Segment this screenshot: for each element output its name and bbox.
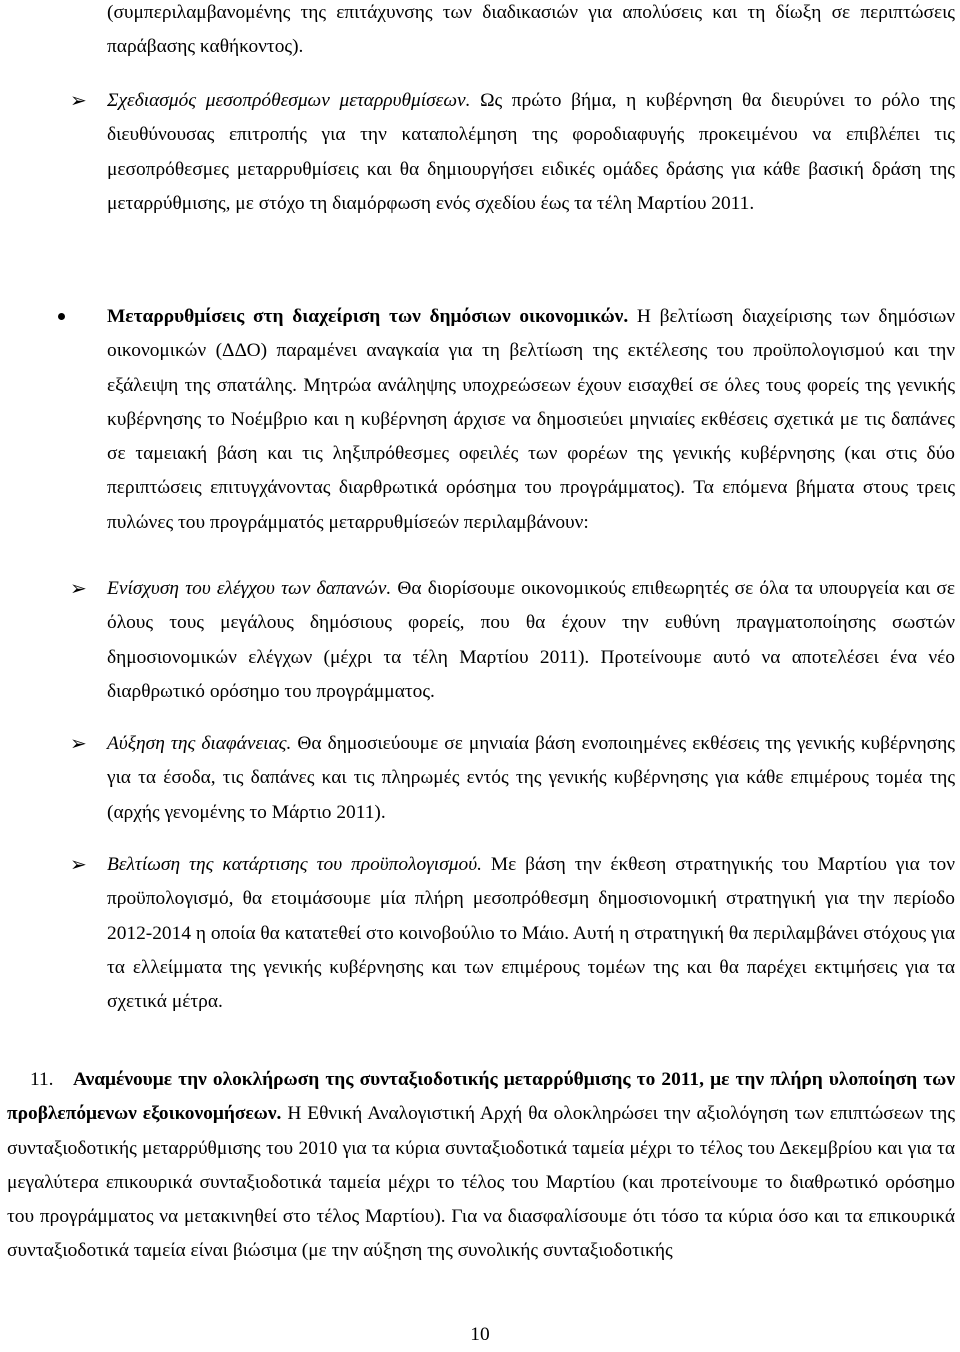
arrow-bullet-icon: ➢ (70, 576, 87, 600)
section-title: Μεταρρυθμίσεις στη διαχείριση των δημόσιων οικονομικών. (107, 306, 629, 327)
paragraph-text: (συμπεριλαμβανομένης της επιτάχυνσης των διαδικασιών για απολύσεις και τη δίωξη σε περιπτώσεις παράβασης καθήκοντος). (107, 2, 955, 58)
paragraph-number: 11. (30, 1069, 54, 1090)
section-title: Αύξηση της διαφάνειας. (107, 733, 292, 754)
bullet-dot-icon (58, 313, 65, 320)
section-body: Ως πρώτο βήμα, η κυβέρνηση θα διευρύνει το ρόλο της διευθύνουσας επιτροπής για την καταπολέμηση της φοροδιαφυγής προκειμένου να επιβλέπει τις μεσοπρόθεσμες μεταρρυθμίσεις και θα δημιουργήσει ειδικές ομάδες δράσης για κάθε βασική δράση της μεταρρύθμισης, με στόχο τη διαμόρφωση ενός σχεδίου έως τα τέλη Μαρτίου 2011. (107, 90, 956, 214)
section-title: Ενίσχυση του ελέγχου των δαπανών. (107, 578, 392, 599)
section-budget-preparation (107, 848, 955, 1019)
arrow-bullet-icon: ➢ (70, 852, 87, 876)
section-pension-reform (7, 1063, 955, 1269)
section-public-finance-reforms (107, 300, 955, 540)
page-number: 10 (470, 1324, 490, 1345)
section-medium-term-reforms (107, 84, 955, 221)
section-transparency (107, 727, 955, 830)
section-title: Σχεδιασμός μεσοπρόθεσμων μεταρρυθμίσεων. (107, 90, 471, 111)
section-body: Με βάση την έκθεση στρατηγικής του Μαρτίου για τον προϋπολογισμό, θα ετοιμάσουμε μία πλήρη μεσοπρόθεσμη δημοσιονομική στρατηγική για την περίοδο 2012-2014 η οποία θα κατατεθεί στο κοινοβούλιο το Μάιο. Αυτή η στρατηγική θα περιλαμβάνει στόχους για τα ελλείμματα της γενικής κυβέρνησης και των επιμέρους τομέων της και θα παρέχει εκτιμήσεις για τα σχετικά μέτρα. (107, 854, 955, 1013)
section-body: Θα διορίσουμε οικονομικούς επιθεωρητές σε όλα τα υπουργεία και σε όλους τους μεγάλους δημόσιους φορείς, που θα έχουν την ευθύνη πραγματοποίησης σωστών δημοσιονομικών ελέγχων (μέχρι τα τέλη Μαρτίου 2011). Προτείνουμε αυτό να αποτελέσει ένα νέο διαρθρωτικό ορόσημο του προγράμματος. (107, 578, 955, 702)
arrow-bullet-icon: ➢ (70, 88, 87, 112)
section-body: Η βελτίωση διαχείρισης των δημόσιων οικονομικών (ΔΔΟ) παραμένει αναγκαία για τη βελτίωση της εκτέλεσης του προϋπολογισμού και την εξάλειψη της σπατάλης. Μητρώα ανάληψης υποχρεώσεων έχουν εισαχθεί σε όλες τους φορείς της γενικής κυβέρνησης το Νοέμβριο και η κυβέρνηση άρχισε να δημοσιεύει μηνιαίες εκθέσεις σχετικά με τις δαπάνες σε ταμειακή βάση και τις ληξιπρόθεσμες οφειλές των φορέων της γενικής κυβέρνησης (και στις δύο περιπτώσεις επιτυγχάνοντας διαρθρωτικά ορόσημα του προγράμματος). Τα επόμενα βήματα στους τρεις πυλώνες του προγράμματός μεταρρυθμίσεών περιλαμβάνουν: (107, 306, 955, 533)
section-title: Αναμένουμε την ολοκλήρωση της συνταξιοδοτικής μεταρρύθμισης το 2011, με την πλήρη υλοποίηση των προβλεπόμενων εξοικονομήσεων. (7, 1069, 955, 1125)
section-title: Βελτίωση της κατάρτισης του προϋπολογισμού. (107, 854, 482, 875)
section-body: Θα δημοσιεύουμε σε μηνιαία βάση ενοποιημένες εκθέσεις της γενικής κυβέρνησης για τα έσοδα, τις δαπάνες και τις πληρωμές εντός της γενικής κυβέρνησης για κάθε επιμέρους τομέα της (αρχής γενομένης το Μάρτιο 2011). (107, 733, 955, 823)
arrow-bullet-icon: ➢ (70, 731, 87, 755)
paragraph-continuation (107, 0, 955, 65)
section-expenditure-control (107, 572, 955, 709)
section-body: Η Εθνική Αναλογιστική Αρχή θα ολοκληρώσει την αξιολόγηση των επιπτώσεων της συνταξιοδοτικής μεταρρύθμισης του 2010 για τα κύρια συνταξιοδοτικά ταμεία μέχρι το τέλος του Δεκεμβρίου και για τα μεγαλύτερα επικουρικά συνταξιοδοτικά ταμεία μέχρι το τέλος του Μαρτίου (και προτείνουμε το διαθρωτικό ορόσημο του προγράμματος να μετακινηθεί στο τέλος Μαρτίου). Για να διασφαλίσουμε ότι τόσο τα κύρια όσο και τα επικουρικά συνταξιοδοτικά ταμεία είναι βιώσιμα (με την αύξηση της συνολικής συνταξιοδοτικής (7, 1103, 955, 1262)
